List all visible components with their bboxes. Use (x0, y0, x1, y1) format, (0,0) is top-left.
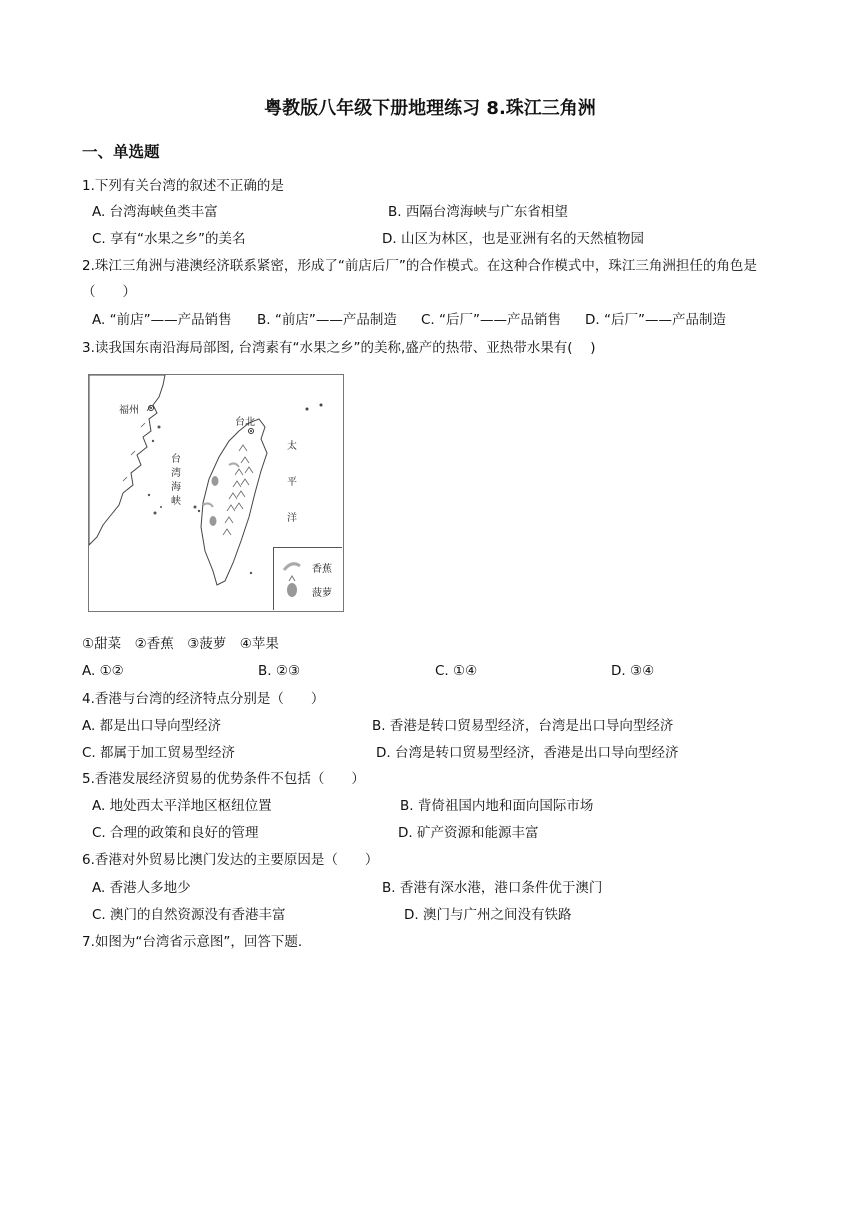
q3-option-d[interactable]: D. ③④ (611, 663, 655, 679)
q1-option-a[interactable]: A. 台湾海峡鱼类丰富 (92, 204, 218, 220)
q2-option-d[interactable]: D. “后厂”——产品制造 (585, 312, 726, 328)
banana-icon (284, 564, 300, 570)
question-2-stem: 2.珠江三角洲与港澳经济联系紧密，形成了“前店后厂”的合作模式。在这种合作模式中，珠江三角洲担任的角色是（ ） (82, 258, 757, 300)
q3-option-c[interactable]: C. ①④ (435, 663, 478, 679)
q6-option-b[interactable]: B. 香港有深水港，港口条件优于澳门 (382, 880, 603, 896)
q2-option-b[interactable]: B. “前店”——产品制造 (257, 312, 397, 328)
q4-option-a[interactable]: A. 都是出口导向型经济 (82, 718, 222, 734)
pineapple-icon (287, 583, 297, 597)
q6-option-d[interactable]: D. 澳门与广州之间没有铁路 (404, 907, 572, 923)
q2-option-a[interactable]: A. “前店”——产品销售 (92, 312, 232, 328)
q5-option-b[interactable]: B. 背倚祖国内地和面向国际市场 (400, 798, 594, 814)
question-7-stem: 7.如图为“台湾省示意图”，回答下题. (82, 934, 303, 950)
q3-option-a[interactable]: A. ①② (82, 663, 124, 679)
q5-option-d[interactable]: D. 矿产资源和能源丰富 (398, 825, 539, 841)
question-1-stem: 1.下列有关台湾的叙述不正确的是 (82, 178, 284, 194)
legend-banana: 香蕉 (312, 564, 332, 575)
map-label-taibei: 台北 (235, 417, 255, 428)
question-3-stem: 3.读我国东南沿海局部图, 台湾素有“水果之乡”的美称,盛产的热带、亚热带水果有( ) (82, 340, 596, 356)
q2-option-c[interactable]: C. “后厂”——产品销售 (421, 312, 561, 328)
legend-pineapple: 菠萝 (312, 588, 332, 599)
question-4-stem: 4.香港与台湾的经济特点分别是（ ） (82, 691, 325, 707)
map-legend (273, 547, 342, 610)
q5-option-a[interactable]: A. 地处西太平洋地区枢纽位置 (92, 798, 272, 814)
section-heading: 一、单选题 (82, 143, 160, 161)
southeast-coast-map (88, 374, 344, 612)
page-title: 粤教版八年级下册地理练习 8.珠江三角洲 (264, 98, 596, 119)
map-label-strait: 台湾海峡 (171, 454, 181, 507)
map-label-ocean: 太平洋 (287, 441, 297, 524)
map-label-fuzhou: 福州 (119, 405, 139, 416)
q4-option-b[interactable]: B. 香港是转口贸易型经济，台湾是出口导向型经济 (372, 718, 674, 734)
q6-option-c[interactable]: C. 澳门的自然资源没有香港丰富 (92, 907, 286, 923)
q1-option-d[interactable]: D. 山区为林区，也是亚洲有名的天然植物园 (382, 231, 644, 247)
q4-option-d[interactable]: D. 台湾是转口贸易型经济，香港是出口导向型经济 (376, 745, 679, 761)
q6-option-a[interactable]: A. 香港人多地少 (92, 880, 191, 896)
question-5-stem: 5.香港发展经济贸易的优势条件不包括（ ） (82, 771, 365, 787)
q3-option-b[interactable]: B. ②③ (258, 663, 301, 679)
question-6-stem: 6.香港对外贸易比澳门发达的主要原因是（ ） (82, 852, 379, 868)
q5-option-c[interactable]: C. 合理的政策和良好的管理 (92, 825, 259, 841)
q1-option-b[interactable]: B. 西隔台湾海峡与广东省相望 (388, 204, 568, 220)
q4-option-c[interactable]: C. 都属于加工贸易型经济 (82, 745, 236, 761)
q1-option-c[interactable]: C. 享有“水果之乡”的美名 (92, 231, 246, 247)
question-3-items: ①甜菜 ②香蕉 ③菠萝 ④苹果 (82, 636, 279, 652)
